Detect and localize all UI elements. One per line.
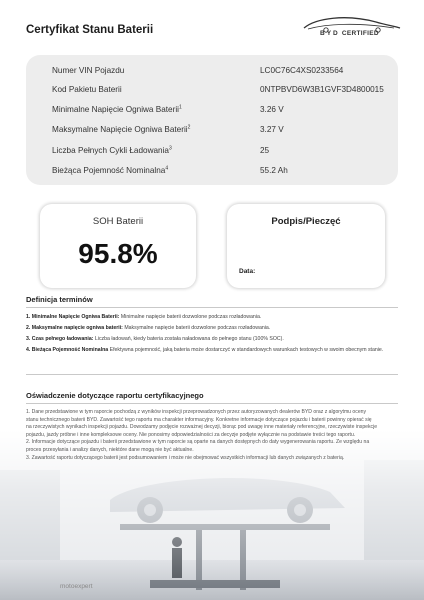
- logo-text: [320, 30, 379, 37]
- declaration-paragraph: 2. Informacje dotyczące pojazdu i baterii przedstawione w tym raporcie są oparte na danych dostępnych do daty wygenerowania raportu. Ze względu na proces przesyłania i analizy danych, niektóre dane mogą nie być aktualne.: [26, 439, 370, 453]
- declaration-paragraph: 3. Zawartość raportu dotyczącego baterii jest podsumowaniem i może nie obejmować wszystkich informacji lub danych związanych z baterią.: [26, 454, 345, 461]
- info-row-nominal-capacity: [26, 166, 376, 180]
- info-value: LC0C76C4XS0233564: [260, 66, 344, 75]
- info-value: 55.2 Ah: [260, 166, 288, 175]
- definition-item: 1. Minimalne Napięcie Ogniwa Baterii: Minimalne napięcie baterii dozwolone podczas rozładowania.: [26, 314, 262, 320]
- info-label: Kod Pakietu Baterii: [52, 85, 122, 94]
- info-row-max-cell-voltage: [26, 125, 376, 139]
- info-row-vin: [26, 66, 376, 80]
- info-row-battery-pack-code: [26, 85, 384, 99]
- info-label: Bieżąca Pojemność Nominalna$^4$: [52, 165, 169, 175]
- logo-certified: CERTIFIED: [341, 30, 379, 37]
- soh-value: 95.8%: [78, 238, 158, 269]
- info-value: 0NTPBVD6W3B1GVF3D4800015: [260, 85, 384, 94]
- info-value: 3.27 V: [260, 125, 284, 134]
- definition-item: 4. Bieżąca Pojemność Nominalna Efektywna pojemność, jaką bateria może dostarczyć w standardowych warunkach testowych w swoim obecnym stanie.: [26, 347, 384, 353]
- date-label: Data:: [239, 268, 256, 275]
- soh-label: SOH Baterii: [92, 216, 144, 227]
- info-label: Numer VIN Pojazdu: [52, 66, 125, 75]
- declaration-text: [26, 409, 378, 462]
- declaration-title: Oświadczenie dotyczące raportu certyfikacyjnego: [26, 391, 204, 400]
- info-row-charge-cycles: [26, 146, 376, 160]
- info-label: Maksymalne Napięcie Ogniwa Baterii$^2$: [52, 124, 191, 134]
- page-title: Certyfikat Stanu Baterii: [26, 24, 154, 36]
- divider: [26, 374, 398, 375]
- declaration-paragraph: 1. Dane przedstawione w tym raporcie pochodzą z wyników inspekcji przeprowadzonych przez autoryzowanych dealerów BYD oraz z algorytmu oceny stanu technicznego baterii BYD. Zawartość tego raportu ma charakter informacyjny. Konkretne informacje dotyczące pojazdu i baterii powinny opierać się na rzeczywistych wynikach inspekcji pojazdu. Dowodzamy podjęcie rozważnej decyzji, biorąc pod uwagę inne materiały referencyjne, rzeczywiste inspekcje pojazdu, jazdy próbne i inne kompleksowe oceny. Nie ponosimy odpowiedzialności za decyzje podjęte wyłącznie na podstawie treści tego raportu.: [26, 409, 378, 438]
- watermark: motoexpert: [60, 583, 93, 590]
- definition-item: 2. Maksymalne napięcie ogniwa baterii: Maksymalne napięcie baterii dozwolone podczas rozładowania.: [26, 325, 271, 331]
- soh-card: [40, 204, 196, 288]
- info-label: Liczba Pełnych Cykli Ładowania$^3$: [52, 145, 172, 155]
- info-value: 3.26 V: [260, 105, 284, 114]
- info-value: 25: [260, 146, 270, 155]
- info-label: Minimalne Napięcie Ogniwa Baterii$^1$: [52, 104, 182, 114]
- divider: [26, 403, 398, 404]
- info-row-min-cell-voltage: [26, 105, 376, 119]
- definition-item: 3. Czas pełnego ładowania: Liczba ładowań, kiedy bateria została naładowana do pełnego stanu (100% SOC).: [26, 336, 284, 342]
- signature-card: [227, 204, 385, 288]
- logo-brand: BYD: [320, 30, 340, 37]
- signature-label: Podpis/Pieczęć: [271, 216, 341, 227]
- divider: [26, 307, 398, 308]
- definitions-title: Definicja terminów: [26, 295, 93, 304]
